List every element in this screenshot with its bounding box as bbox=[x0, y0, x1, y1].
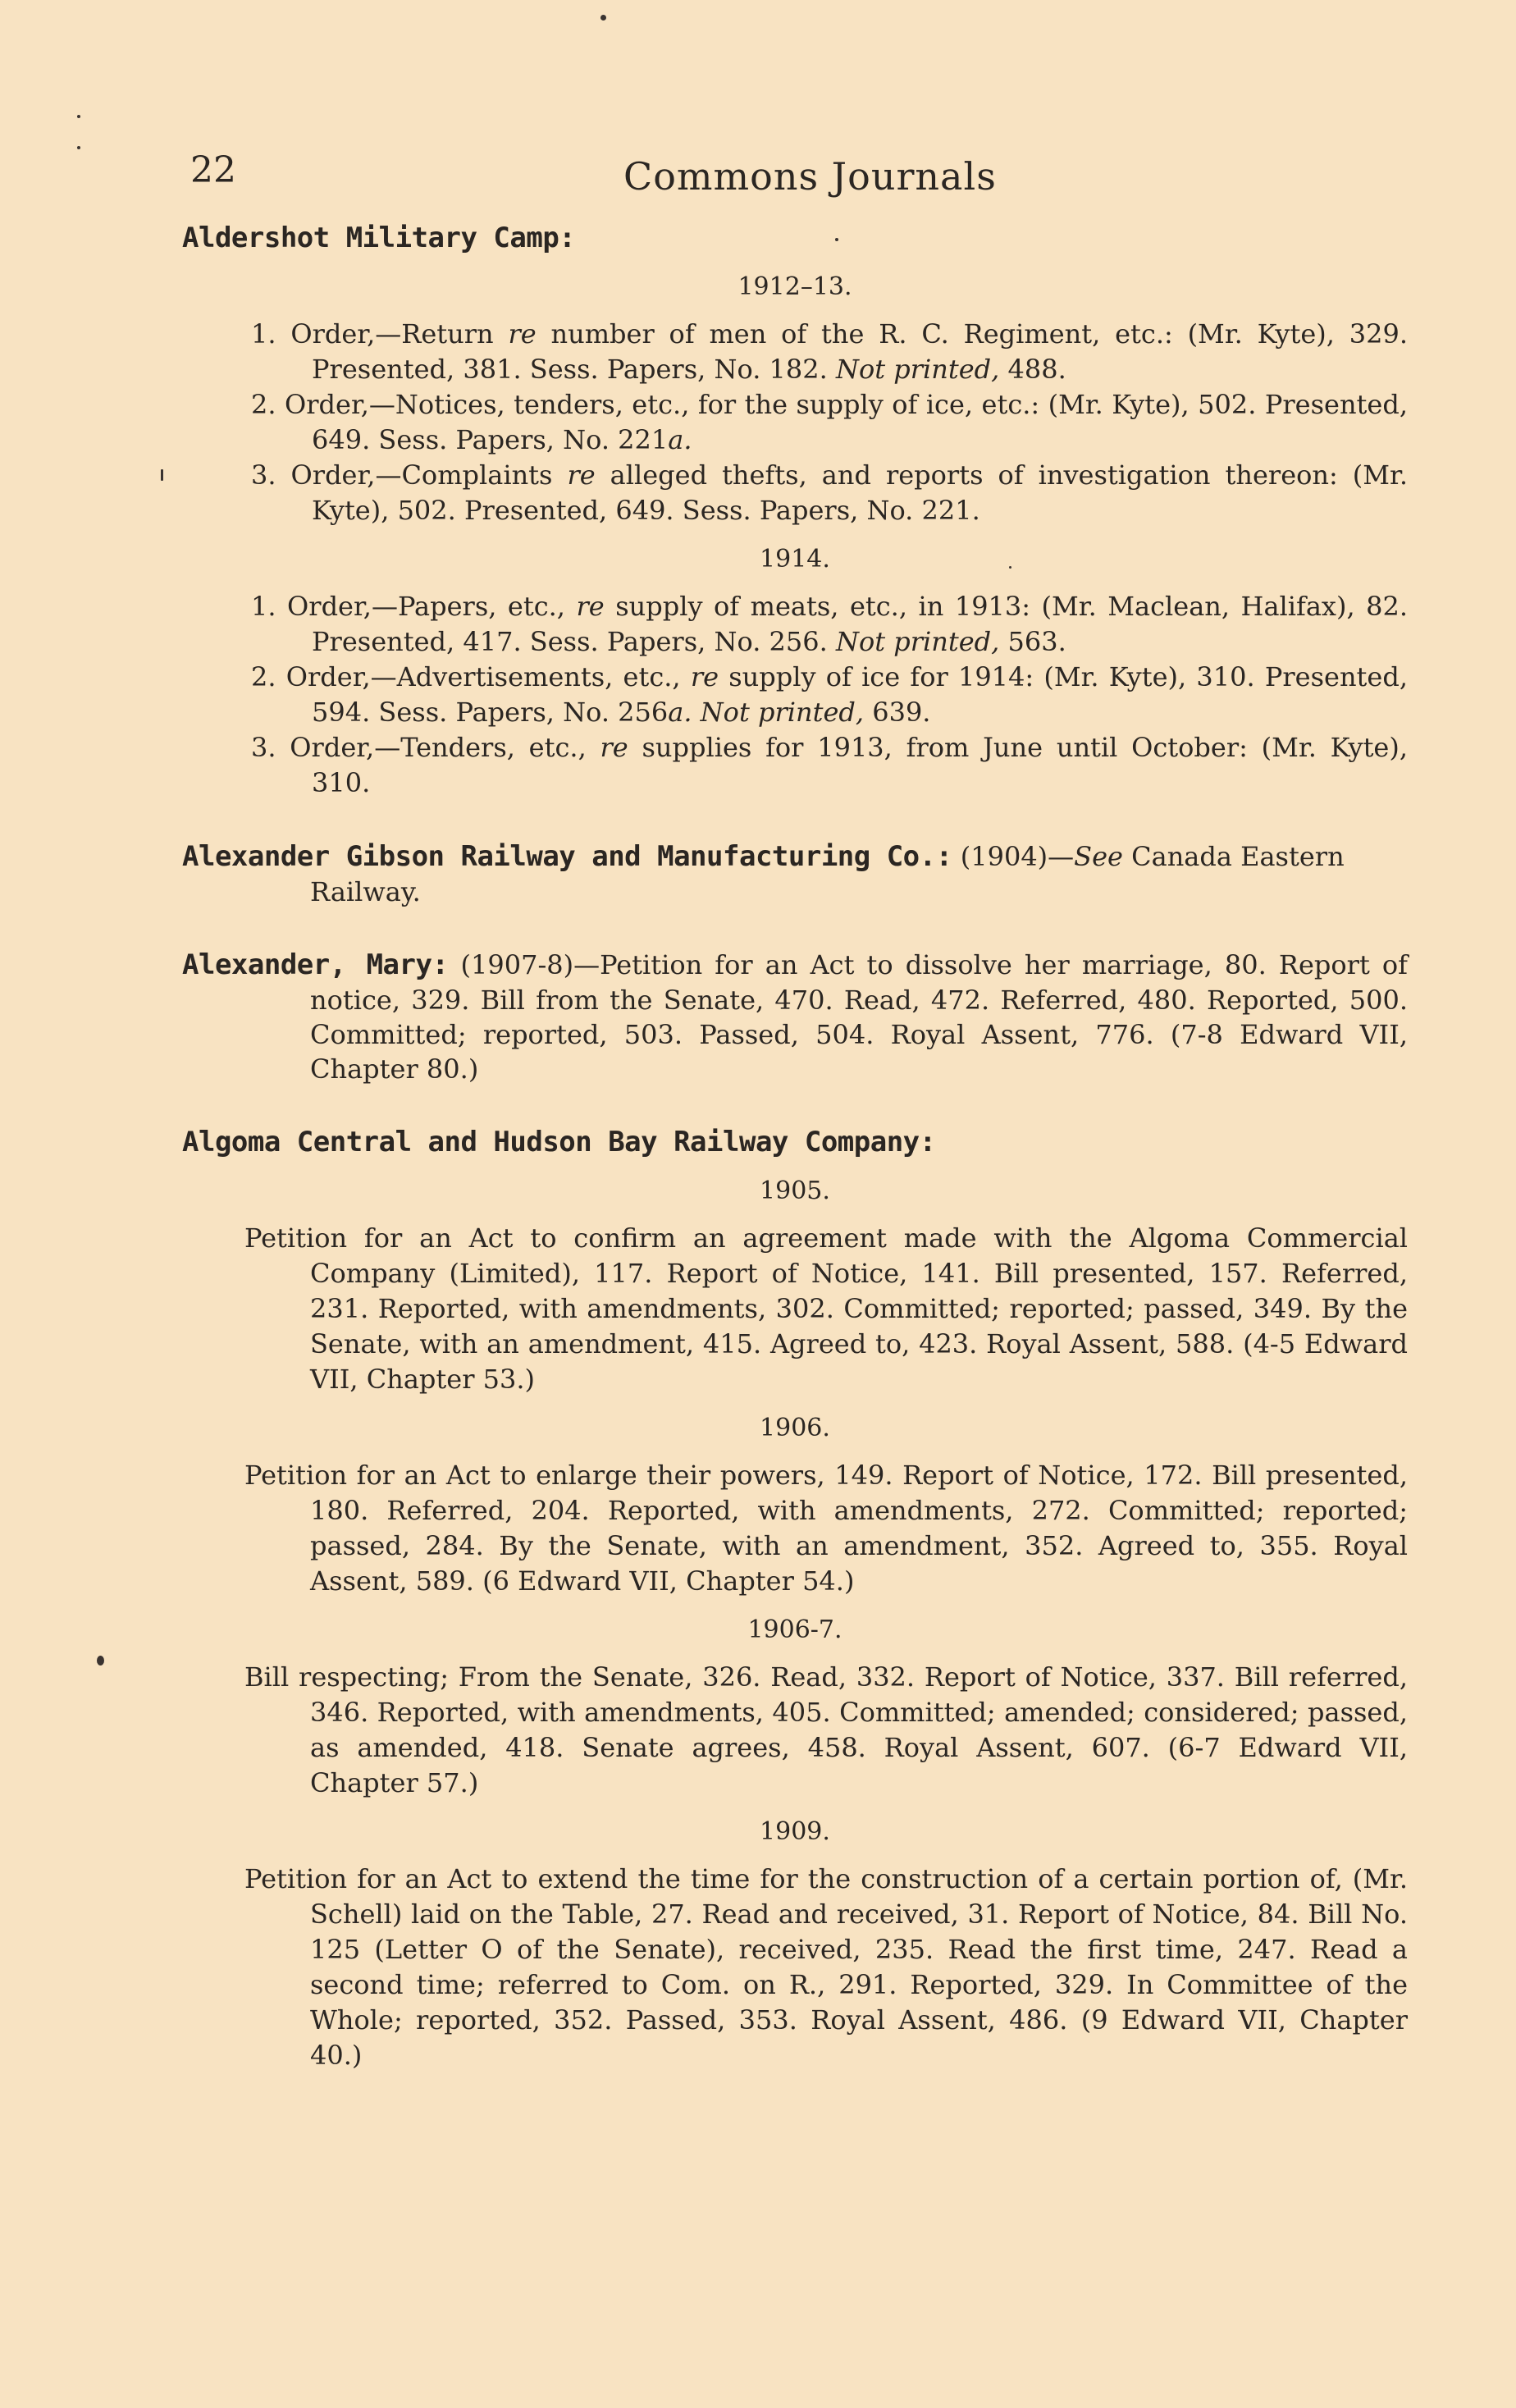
year-paragraph: Bill respecting; From the Senate, 326. Read, 332. Report of Notice, 337. Bill referred, 346. Reported, with amendments, 405. Committed; amended; considered; passed, as amended, 418. Senate agrees, 458. Royal Assent, 607. (6-7 Edward VII, Chapter 57.) bbox=[244, 1661, 1408, 1798]
scan-speck bbox=[600, 15, 606, 21]
scan-speck bbox=[161, 469, 163, 481]
year-paragraph: Petition for an Act to confirm an agreement made with the Algoma Commercial Company (Limited), 117. Report of Notice, 141. Bill presented, 157. Referred, 231. Reported, with amendments, 302. Committed; reported; passed, 349. By the Senate, with an amendment, 415. Agreed to, 423. Royal Assent, 588. (4-5 Edward VII, Chapter 53.) bbox=[244, 1222, 1408, 1395]
year-paragraph: Petition for an Act to extend the time for the construction of a certain portion of, (Mr. Schell) laid on the Table, 27. Read and received, 31. Report of Notice, 84. Bill No. 125 (Letter O of the Senate), received, 235. Read the first time, 247. Read a second time; referred to Com. on R., 291. Reported, 329. In Committee of the Whole; reported, 352. Passed, 353. Royal Assent, 486. (9 Edward VII, Chapter 40.) bbox=[244, 1863, 1408, 2071]
entry-heading: Alexander, Mary: bbox=[182, 948, 449, 981]
index-body bbox=[182, 220, 1408, 2073]
year-heading: 1914. bbox=[760, 545, 830, 573]
list-item: 1. Order,—Papers, etc., re supply of meats, etc., in 1913: (Mr. Maclean, Halifax), 82. Presented, 417. Sess. Papers, No. 256. Not printed, 563. bbox=[251, 591, 1409, 657]
page-number: 22 bbox=[190, 149, 236, 191]
page-header bbox=[190, 149, 1404, 207]
entry-gibson: Alexander Gibson Railway and Manufacturing Co.: (1904)—See Canada Eastern Railway. bbox=[182, 840, 1345, 907]
year-heading: 1912–13. bbox=[737, 272, 852, 301]
journal-title: Commons Journals bbox=[623, 154, 997, 199]
list-item: 3. Order,—Tenders, etc., re supplies for 1913, from June until October: (Mr. Kyte), 310. bbox=[251, 732, 1409, 798]
list-item: 3. Order,—Complaints re alleged thefts, and reports of investigation thereon: (Mr. Kyte), 502. Presented, 649. Sess. Papers, No. 221. bbox=[251, 459, 1409, 526]
list-item: 2. Order,—Notices, tenders, etc., for the supply of ice, etc.: (Mr. Kyte), 502. Presented, 649. Sess. Papers, No. 221a. bbox=[251, 389, 1409, 455]
year-heading: 1906. bbox=[760, 1414, 830, 1442]
list-item: 1. Order,—Return re number of men of the R. C. Regiment, etc.: (Mr. Kyte), 329. Presented, 381. Sess. Papers, No. 182. Not printed, 488. bbox=[251, 318, 1408, 385]
order-list-1912 bbox=[182, 317, 1408, 528]
year-heading: 1906-7. bbox=[747, 1615, 842, 1644]
entry-heading: Alexander Gibson Railway and Manufacturing Co.: bbox=[182, 840, 952, 873]
scan-speck bbox=[97, 1656, 104, 1665]
entry-heading: Algoma Central and Hudson Bay Railway Company: bbox=[182, 1126, 936, 1158]
year-heading: 1905. bbox=[760, 1177, 830, 1205]
year-heading: 1909. bbox=[760, 1817, 830, 1846]
scan-speck bbox=[77, 115, 80, 118]
order-list-1914 bbox=[182, 589, 1408, 801]
entry-algoma bbox=[182, 1124, 1408, 2073]
scan-speck bbox=[77, 146, 80, 149]
entry-heading: Aldershot Military Camp: bbox=[182, 222, 576, 254]
list-item: 2. Order,—Advertisements, etc., re supply of ice for 1914: (Mr. Kyte), 310. Presented, 594. Sess. Papers, No. 256a. Not printed, 639. bbox=[251, 661, 1409, 728]
entry-aldershot bbox=[182, 220, 1408, 801]
entry-mary: Alexander, Mary: (1907-8)—Petition for an Act to dissolve her marriage, 80. Report of notice, 329. Bill from the Senate, 470. Read, 472. Referred, 480. Reported, 500. Committed; reported, 503. Passed, 504. Royal Assent, 776. (7-8 Edward VII, Chapter 80.) bbox=[182, 948, 1409, 1085]
year-paragraph: Petition for an Act to enlarge their powers, 149. Report of Notice, 172. Bill presented, 180. Referred, 204. Reported, with amendments, 272. Committed; reported; passed, 284. By the Senate, with an amendment, 352. Agreed to, 355. Royal Assent, 589. (6 Edward VII, Chapter 54.) bbox=[244, 1460, 1408, 1597]
